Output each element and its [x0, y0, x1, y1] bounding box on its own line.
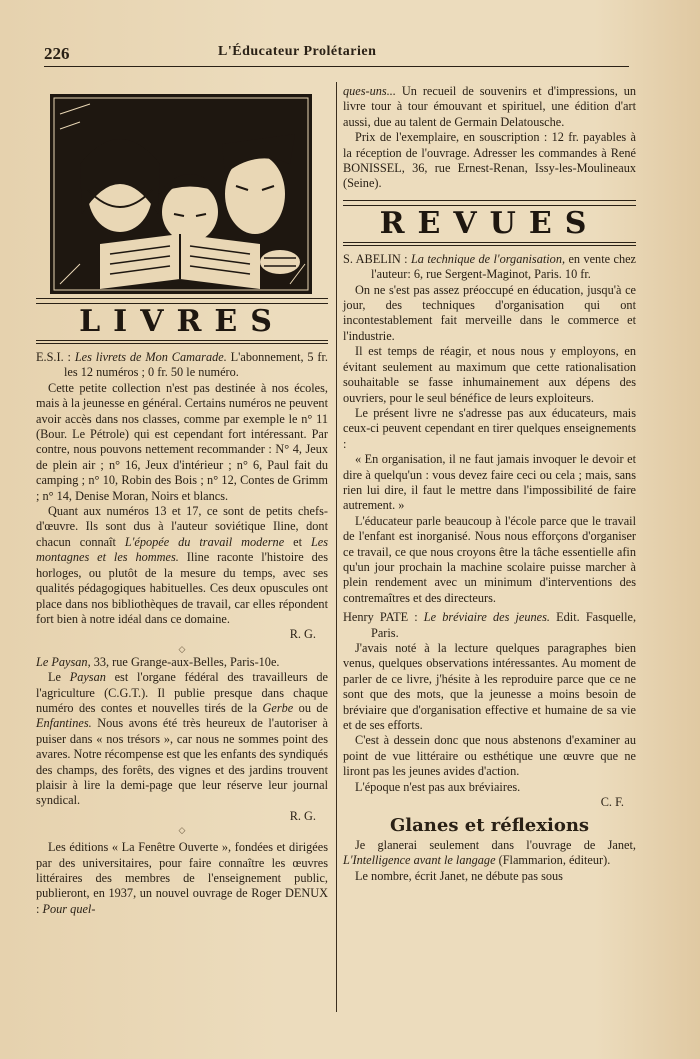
book-title-montagnes: Les montagnes et les hommes. — [36, 534, 329, 565]
glanes-paragraph-2: Le nombre, écrit Janet, ne débute pas sous — [355, 868, 563, 883]
livres-title: LIVRES — [79, 304, 285, 339]
continuation-paragraph: ques-uns... Un recueil de souvenirs et d'impressions, un livre tour à tour émouvant et spirituel, une édition d'art aussi, due au talent de Germain Delatousche. — [343, 84, 637, 129]
right-column — [343, 84, 636, 884]
glanes-paragraph-1: Je glanerai seulement dans l'ouvrage de Janet, L'Intelligence avant le langage (Flammarion, éditeur). — [343, 837, 636, 868]
woodcut-illustration — [50, 94, 312, 294]
glanes-heading: Glanes et réflexions — [389, 815, 590, 837]
separator-ornament-2: ◇ — [178, 825, 186, 836]
pate-paragraph-1: J'avais noté à la lecture quelques paragraphes bien venus, quelques observations intéressantes. Au moment de parler de ce livre, j'hésite à les reproduire parce que ce ne sont que des mots, que la jeunesse a moins besoin de bréviaire que d'organisation effective et humaine de sa vie et de ses efforts. — [343, 641, 636, 733]
book-title-epopee: L'épopée du travail moderne — [124, 534, 285, 549]
abelin-paragraph-4: L'éducateur parle beaucoup à l'école parce que le travail de l'enfant est inorganisé. Nous nous efforçons d'organiser ce travail, ce que nous croyons être la tâche essentielle afin qu'un jour prochain la machine scolaire puisse marcher à plein rendement avec un minimum d'interventions des contremaîtres et des directeurs. — [343, 513, 636, 605]
pate-paragraph-2: C'est à dessein donc que nous abstenons d'examiner au point de vue littéraire ou esthétique une œuvre que ne liront pas les jeunes avides d'action. — [343, 733, 636, 779]
abelin-entry: S. ABELIN : La technique de l'organisation, en vente chez l'auteur: 6, rue Sergent-Maginot, Paris. 10 fr. — [343, 251, 637, 282]
signature-rg-1: R. G. — [289, 627, 316, 642]
signature-rg-2: R. G. — [289, 808, 316, 823]
separator-ornament: ◇ — [178, 643, 186, 654]
reading-children-woodcut — [50, 94, 312, 294]
abelin-paragraph-1: On ne s'est pas assez préoccupé en éducation, jusqu'à ce jour, des techniques d'organisation qui ont incontestablement fait merveille dans le commerce et l'industrie. — [343, 282, 636, 343]
running-head: L'Éducateur Prolétarien — [218, 44, 377, 59]
page-number: 226 — [44, 44, 70, 63]
esi-paragraph-2: Quant aux numéros 13 et 17, ce sont de petits chefs-d'œuvre. Ils sont dus à l'auteur soviétique Iline, dont chacun connaît L'épopée du travail moderne et Les montagnes et les hommes. Iline raconte l'histoire des horloges, ou plutôt de la mesure du temps, avec ses qualités pédagogiques habituelles. Ces deux opuscules ont place dans nos bibliothèques de travail, car elles répondent fort bien à notre idéal dans ce domaine. — [36, 504, 329, 626]
paysan-paragraph: Le Paysan est l'organe fédéral des travailleurs de l'agriculture (C.G.T.). Il publie presque dans chaque numéro des contes et nouvelles tirés de la Gerbe ou de Enfantines. Nous avons été très heureux de l'autoriser à puiser dans « nos trésors », car nous ne sommes point des avares. Notre récompense est que les enfants des syndiqués des champs, des forêts, des vignes et des jardins trouvent plaisir à lire la demi-page que leur réserve leur journal syndical. — [36, 670, 329, 808]
header-rule — [44, 66, 629, 67]
pate-entry: Henry PATE : Le bréviaire des jeunes. Edit. Fasquelle, Paris. — [343, 610, 637, 640]
pate-paragraph-3: L'époque n'est pas aux bréviaires. — [355, 779, 521, 794]
left-column — [36, 84, 328, 917]
abelin-paragraph-3: Le présent livre ne s'adresse pas aux éducateurs, mais ceux-ci peuvent cependant en tirer quelques enseignements : — [343, 405, 636, 451]
esi-entry — [36, 350, 328, 381]
esi-subscription: L'abonnement, 5 fr. les 12 numéros ; 0 fr. 50 le numéro. — [64, 350, 329, 380]
price-paragraph: Prix de l'exemplaire, en souscription : 12 fr. payables à la réception de l'ouvrage. Adresser les commandes à René BONISSEL, 36, rue Ernest-Renan, Issy-les-Moulineaux (Seine). — [343, 130, 636, 191]
esi-title: Les livrets de Mon Camarade. — [74, 350, 227, 364]
esi-head: E.S.I. : — [36, 350, 71, 364]
esi-paragraph-1: Cette petite collection n'est pas destinée à nos écoles, mais à la jeunesse en général. Certains numéros ne peuvent avoir accès dans nos classes, comme par exemple le n° 11 (Bour. Le Pétrole) qui est cependant fort intéressant. Par contre, nous pouvons nettement recommander : N° 4, Jeux de plein air ; n° 16, Jeux d'intérieur ; n° 6, Paul fait du camping ; n° 10, Robin des Bois ; n° 12, Contes de Grimm ; n° 14, Denise Moran, Noirs et blancs. — [36, 380, 328, 503]
abelin-paragraph-2: Il est temps de réagir, et nous nous y employons, en évitant seulement au maximum que cette rationalisation souhaitable se fasse inhumainement aux dépens des ouvriers, pour le seul bénéfice de leurs exploiteurs. — [343, 344, 636, 405]
paysan-entry-head: Le Paysan, 33, rue Grange-aux-Belles, Paris-10e. — [36, 654, 280, 669]
revues-title: REVUES — [379, 205, 600, 241]
abelin-quote: « En organisation, il ne faut jamais invoquer le devoir et dire à quelqu'un : vous devez faire ceci ou cela ; mais, sans rien lui dire, il faut le mettre dans l'impossibilité de faire autrement. » — [343, 452, 636, 513]
fenetre-ouverte-paragraph: Les éditions « La Fenêtre Ouverte », fondées et dirigées par des universitaires, pour faire connaître les œuvres littéraires des membres de l'enseignement public, publieront, en 1937, un nouvel ouvrage de Roger DENUX : Pour quel- — [36, 840, 328, 916]
revues-banner — [343, 200, 636, 246]
signature-cf: C. F. — [600, 795, 624, 810]
livres-banner — [36, 298, 328, 344]
column-divider — [336, 82, 337, 1012]
